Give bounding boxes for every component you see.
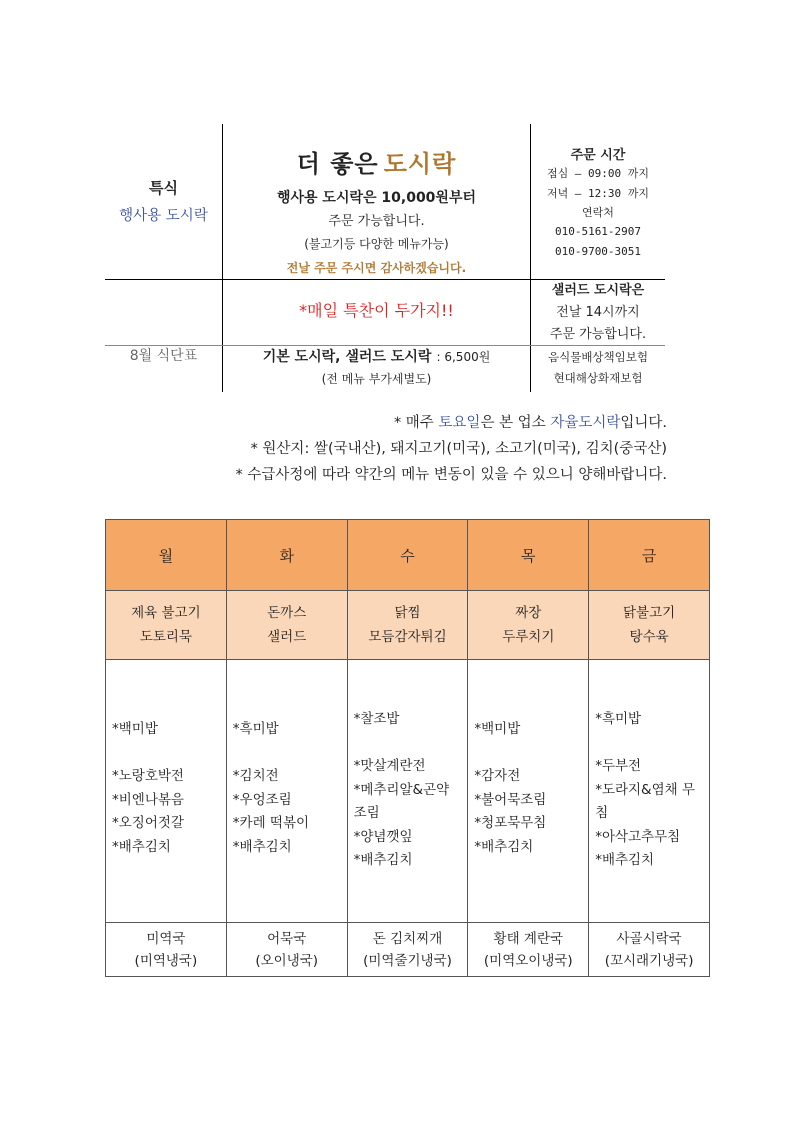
side-dish-cell — [347, 660, 468, 923]
side-dish-list — [474, 718, 584, 859]
note-saturday-free: 자율도시락 — [550, 415, 621, 431]
brand-title-suffix: 도시락 — [383, 149, 457, 178]
side-dish-gap — [112, 742, 222, 766]
day-header: 화 — [226, 520, 347, 591]
side-dish-list — [354, 708, 464, 873]
day-header: 월 — [106, 520, 227, 591]
note-saturday — [105, 410, 667, 436]
order-time-dinner: 저녁 – 12:30 까지 — [546, 187, 650, 200]
side-dish: *오징어젓갈 — [112, 815, 184, 831]
note-saturday-e: 입니다. — [620, 415, 667, 431]
main-dish: 닭찜 — [394, 605, 421, 621]
weekly-menu-table — [105, 519, 710, 977]
main-dish-cell — [347, 591, 468, 660]
soup-cold: (꼬시래기냉국) — [604, 952, 694, 969]
side-dish: *노랑호박전 — [112, 768, 184, 784]
side-dish-cell — [468, 660, 589, 923]
note-supply: * 수급사정에 따라 약간의 메뉴 변동이 있을 수 있으니 양해바랍니다. — [235, 467, 667, 483]
order-time-lunch: 점심 – 09:00 까지 — [546, 167, 650, 180]
side-dish: *배추김치 — [474, 838, 534, 855]
side-dish-gap — [354, 732, 464, 756]
side-dish-cell — [589, 660, 710, 923]
side-dish: *청포묵무침 — [474, 815, 547, 831]
brand-title — [223, 144, 530, 179]
side-dish: *흑미밥 — [595, 711, 642, 727]
note-saturday-a: * 매주 — [393, 415, 439, 431]
side-dish: *양념깻잎 — [353, 828, 413, 845]
salad-line-2: 전날 14시까지 — [556, 305, 640, 320]
soup-cell — [106, 923, 227, 977]
main-dish: 닭불고기 — [623, 605, 676, 621]
side-dish: *맛살계란전 — [353, 758, 426, 774]
soup-cold: (오이냉국) — [255, 952, 319, 969]
order-time-title: 주문 시간 — [570, 148, 626, 163]
side-dish: *배추김치 — [232, 838, 292, 855]
note-saturday-c: 은 본 업소 — [480, 415, 551, 431]
month-menu-label: 8월 식단표 — [129, 348, 198, 364]
soup: 사골시락국 — [616, 930, 682, 947]
side-dish-gap — [233, 742, 343, 766]
side-dish: *배추김치 — [112, 838, 171, 855]
phone-number-2: 010-9700-3051 — [554, 245, 642, 258]
main-dish: 도토리묵 — [139, 629, 192, 645]
main-dish: 짜장 — [515, 605, 542, 621]
side-dish: *카레 떡볶이 — [232, 815, 310, 831]
event-line-2: 주문 가능합니다. — [328, 214, 425, 229]
side-dish: *김치전 — [232, 768, 279, 784]
salad-line-1: 샐러드 도시락은 — [551, 283, 645, 298]
basic-lunchbox-line — [223, 346, 530, 366]
main-dish-cell — [589, 591, 710, 660]
insurance-line-1: 음식물배상책임보험 — [548, 350, 648, 364]
insurance-line-2: 현대해상화재보험 — [553, 371, 643, 385]
side-dish-list — [112, 718, 222, 859]
side-dish: *배추김치 — [595, 852, 655, 868]
main-dish: 탕수육 — [629, 629, 669, 645]
side-dish: *찰조밥 — [353, 711, 400, 727]
day-header-row — [106, 520, 710, 591]
side-dish-gap — [474, 742, 584, 766]
basic-lunchbox-label: 기본 도시락, 샐러드 도시락 — [262, 349, 432, 365]
note-origin: * 원산지: 쌀(국내산), 돼지고기(미국), 소고기(미국), 김치(중국산) — [250, 441, 667, 457]
side-dish: *우엉조림 — [232, 791, 292, 808]
special-sub-label: 행사용 도시락 — [119, 208, 208, 224]
side-dish-list — [233, 718, 343, 859]
main-dish-cell — [106, 591, 227, 660]
soup: 황태 계란국 — [493, 930, 564, 947]
main-dish-row — [106, 591, 710, 660]
soup-cell — [347, 923, 468, 977]
special-label: 특식 — [149, 179, 178, 197]
side-dish: *백미밥 — [112, 721, 158, 737]
soup-cold: (미역줄기냉국) — [363, 952, 452, 969]
soup-cold: (미역냉국) — [134, 952, 198, 969]
note-saturday-day: 토요일 — [438, 415, 481, 431]
soup: 미역국 — [146, 930, 186, 947]
soup-cell — [226, 923, 347, 977]
day-header: 목 — [468, 520, 589, 591]
contact-label: 연락처 — [582, 206, 614, 219]
soup-cell — [589, 923, 710, 977]
day-header: 수 — [347, 520, 468, 591]
side-dish-cell — [106, 660, 227, 923]
daily-special: *매일 특찬이 두가지!! — [299, 301, 454, 320]
salad-line-3: 주문 가능합니다. — [549, 327, 647, 342]
brand-title-prefix: 더 좋은 — [296, 149, 379, 178]
side-dish: *배추김치 — [353, 852, 413, 868]
soup: 돈 김치찌개 — [372, 930, 443, 947]
soup: 어묵국 — [267, 930, 307, 947]
basic-lunchbox-price: : 6,500원 — [436, 350, 491, 364]
main-dish: 제육 불고기 — [131, 605, 201, 621]
side-dish: *감자전 — [474, 768, 521, 784]
main-dish-cell — [468, 591, 589, 660]
side-dish: *백미밥 — [474, 721, 521, 737]
event-line-1: 행사용 도시락은 10,000원부터 — [276, 190, 476, 206]
side-dish: *아삭고추무침 — [595, 828, 681, 845]
day-header: 금 — [589, 520, 710, 591]
main-dish: 돈까스 — [267, 605, 307, 621]
notes-block — [105, 410, 667, 488]
side-dish-row — [106, 660, 710, 923]
phone-number-1: 010-5161-2907 — [554, 225, 642, 238]
vat-note: (전 메뉴 부가세별도) — [321, 372, 432, 386]
main-dish-cell — [226, 591, 347, 660]
side-dish: *불어묵조림 — [474, 791, 547, 808]
side-dish: *흑미밥 — [232, 721, 279, 737]
soup-row — [106, 923, 710, 977]
soup-cold: (미역오이냉국) — [483, 952, 573, 969]
side-dish: *비엔나볶음 — [112, 791, 184, 808]
side-dish-gap — [595, 732, 705, 756]
side-dish: *두부전 — [595, 758, 642, 774]
side-dish-list — [595, 708, 705, 873]
side-dish: *도라지&염채 무침 — [595, 781, 696, 821]
side-dish-cell — [226, 660, 347, 923]
event-line-3: (불고기등 다양한 메뉴가능) — [304, 237, 449, 251]
soup-cell — [468, 923, 589, 977]
main-dish: 두루치기 — [502, 629, 555, 645]
side-dish: *메추리알&곤약 조림 — [353, 781, 450, 821]
main-dish: 샐러드 — [267, 629, 307, 645]
event-line-4: 전날 주문 주시면 감사하겠습니다. — [286, 261, 467, 275]
main-dish: 모듬감자튀김 — [368, 629, 447, 645]
